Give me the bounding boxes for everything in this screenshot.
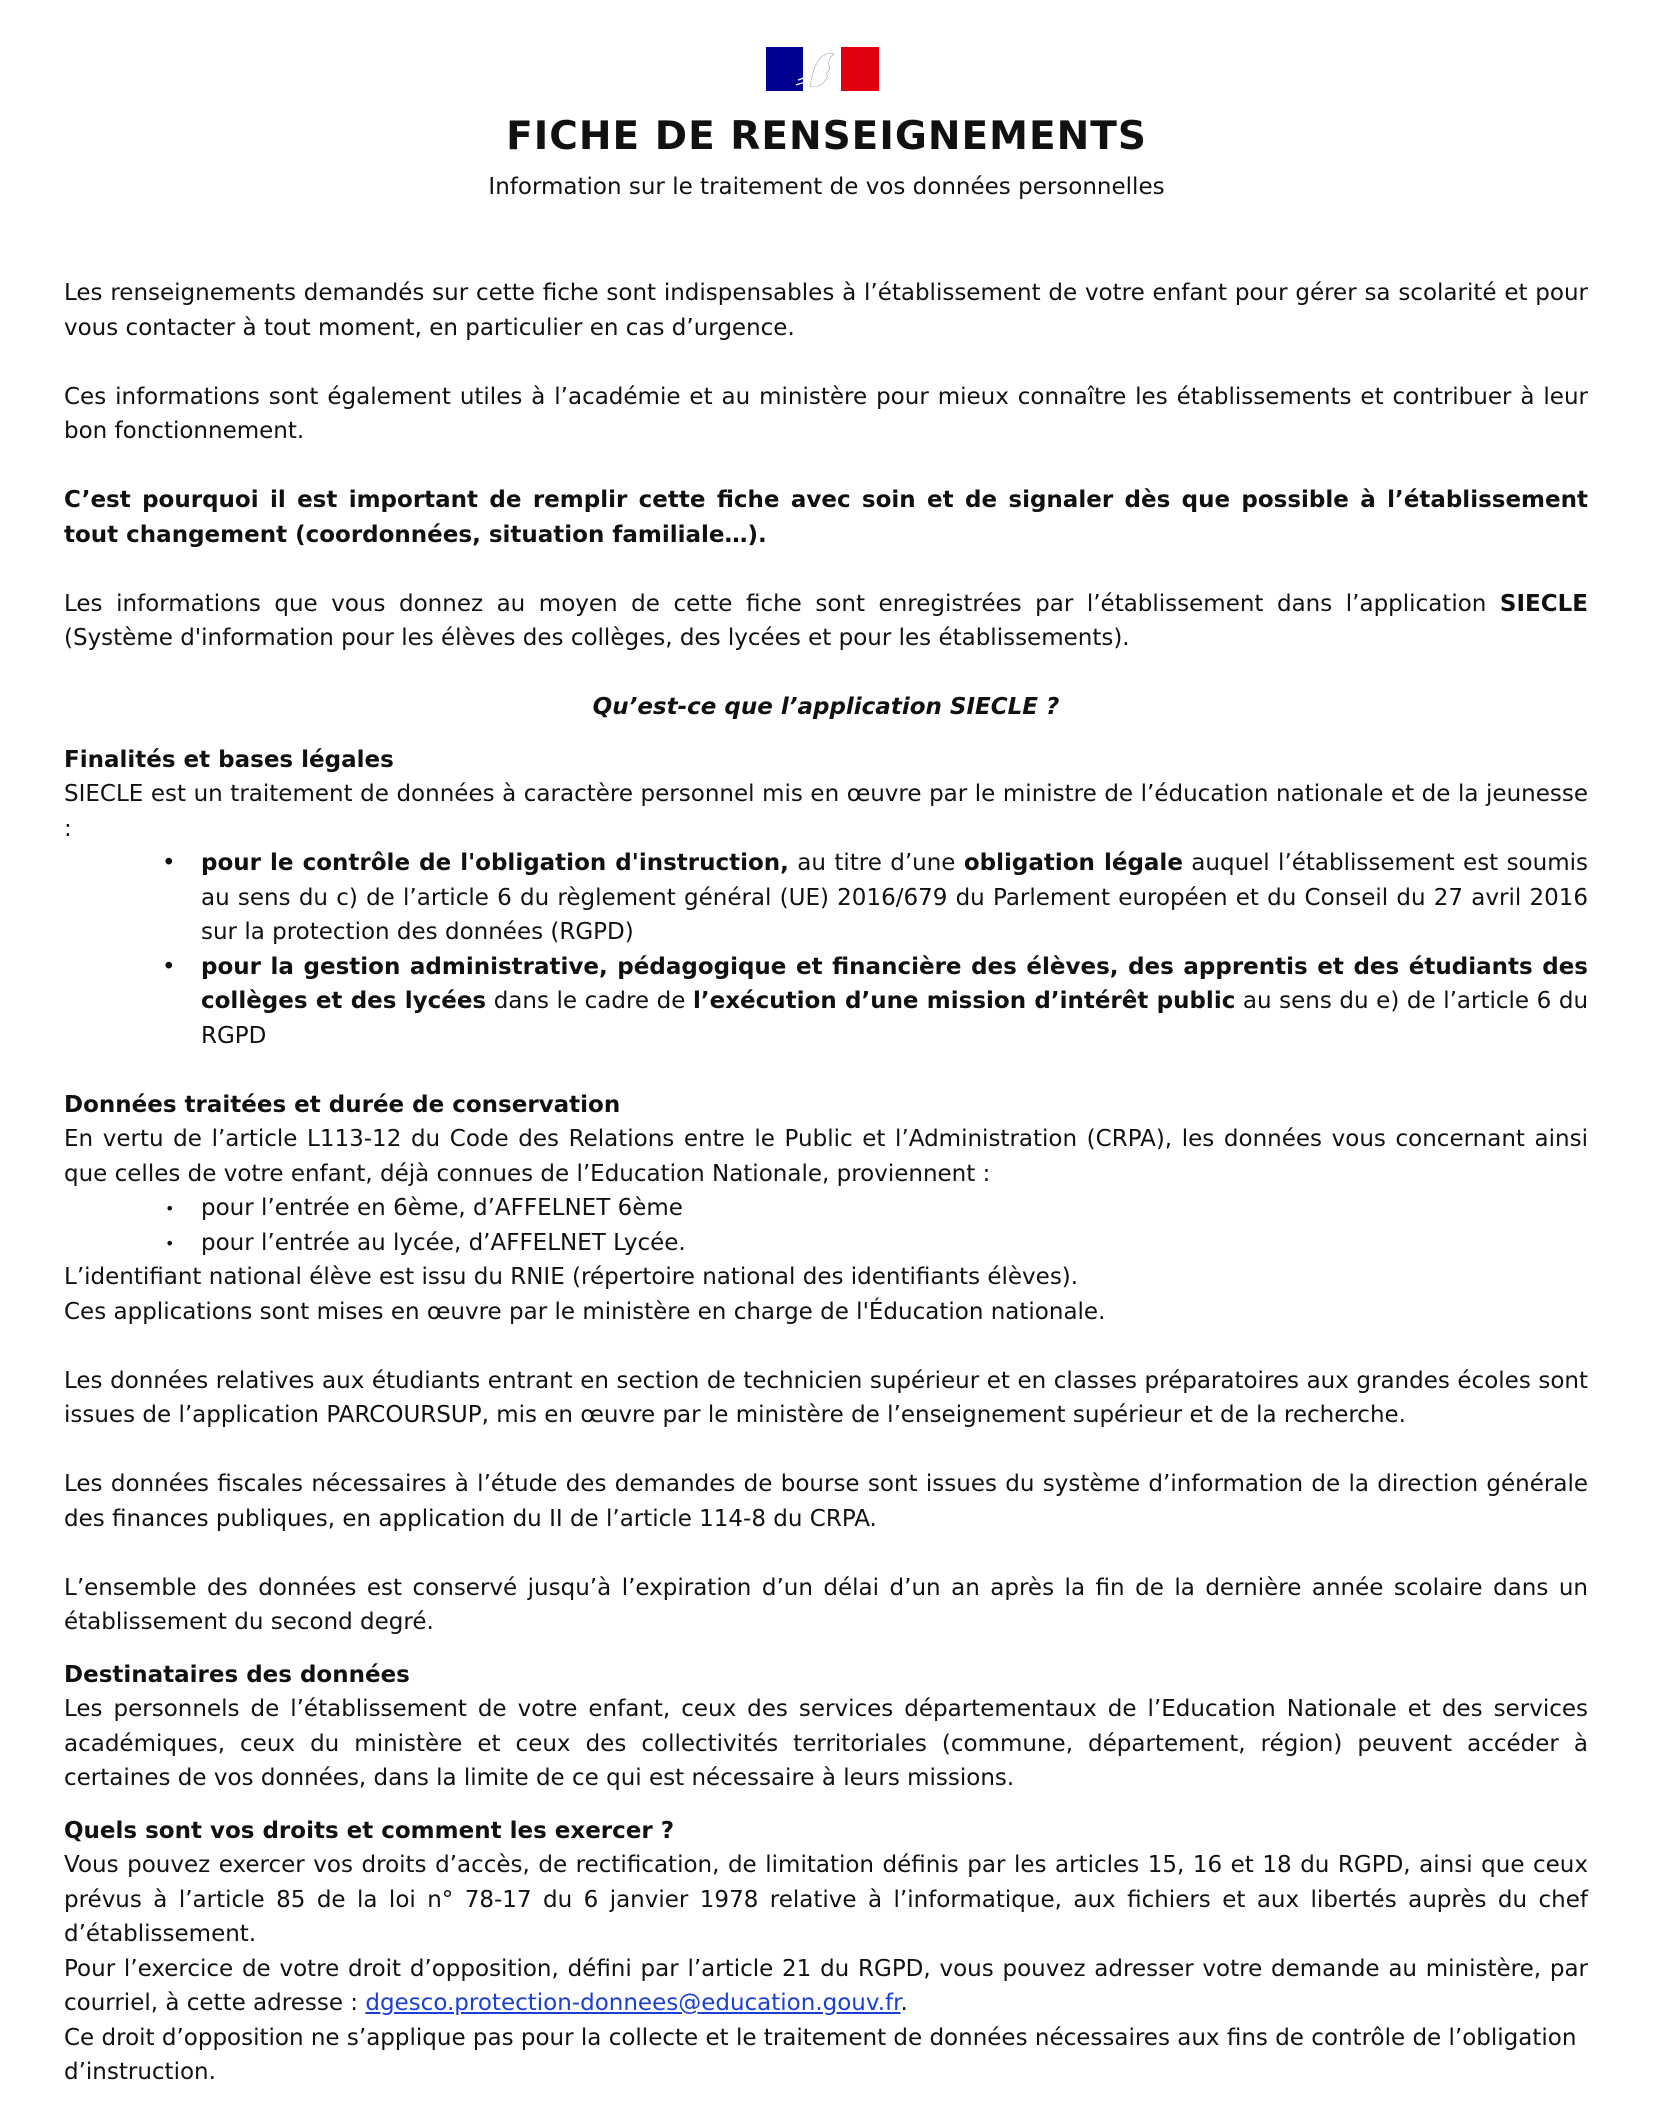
list-item: • pour la gestion administrative, pédagogique et financière des élèves, des apprentis et des étudiants des collèges et des lycées dans le cadre de l’exécution d’une mission d’intérêt public au sens du e) de l’article 6 du RGPD <box>64 950 1588 1054</box>
section-heading-donnees: Données traitées et durée de conservation <box>64 1091 621 1118</box>
list-item: • pour l’entrée au lycée, d’AFFELNET Lycée. <box>64 1226 1588 1261</box>
fiscales-paragraph: Les données fiscales nécessaires à l’étude des demandes de bourse sont issues du système d’information de la direction générale des finances publiques, en application du II de l’article 114-8 du CRPA. <box>64 1471 1588 1532</box>
parcoursup-paragraph: Les données relatives aux étudiants entrant en section de technicien supérieur et en classes préparatoires aux grandes écoles sont issues de l’application PARCOURSUP, mis en œuvre par le ministère de l’enseignement supérieur et de la recherche. <box>64 1367 1588 1428</box>
page-subtitle: Information sur le traitement de vos données personnelles <box>488 174 1165 200</box>
republique-francaise-marianne-logo <box>766 47 879 91</box>
list-item: • pour le contrôle de l'obligation d'instruction, au titre d’une obligation légale auquel l’établissement est soumis au sens du c) de l’article 6 du règlement général (UE) 2016/679 du Parlement européen et du Conseil du 27 avril 2016 sur la protection des données (RGPD) <box>64 846 1588 950</box>
siecle-paragraph: Les informations que vous donnez au moyen de cette fiche sont enregistrées par l’établissement dans l’application SIECLE (Système d'information pour les élèves des collèges, des lycées et pour les établissements). <box>64 590 1588 651</box>
intro-paragraph: Les renseignements demandés sur cette fiche sont indispensables à l’établissement de votre enfant pour gérer sa scolarité et pour vous contacter à tout moment, en particulier en cas d’urgence. <box>64 280 1588 341</box>
applications-line: Ces applications sont mises en œuvre par le ministère en charge de l'Éducation nationale. <box>64 1298 1106 1325</box>
important-notice: C’est pourquoi il est important de remplir cette fiche avec soin et de signaler dès que possible à l’établissement tout changement (coordonnées, situation familiale…). <box>64 487 1588 548</box>
email-link[interactable]: dgesco.protection-donnees@education.gouv.fr <box>365 1990 901 2016</box>
document-body <box>64 276 1588 2090</box>
donnees-list <box>64 1191 1588 1260</box>
section-heading-droits: Quels sont vos droits et comment les exercer ? <box>64 1817 675 1844</box>
section-heading-destinataires: Destinataires des données <box>64 1661 410 1688</box>
opposition-exception-text: Ce droit d’opposition ne s’applique pas pour la collecte et le traitement de données nécessaires aux fins de contrôle de l’obligation d’instruction. <box>64 2024 1577 2085</box>
destinataires-text: Les personnels de l’établissement de votre enfant, ceux des services départementaux de l’Education Nationale et des services académiques, ceux du ministère et ceux des collectivités territoriales (commune, département, région) peuvent accéder à certaines de vos données, dans la limite de ce qui est nécessaire à leurs missions. <box>64 1696 1588 1791</box>
opposition-text: Pour l’exercice de votre droit d’opposition, défini par l’article 21 du RGPD, vous pouvez adresser votre demande au ministère, par courriel, à cette adresse : dgesco.protection-donnees@education.gouv.fr. <box>64 1955 1588 2016</box>
droits-text: Vous pouvez exercer vos droits d’accès, de rectification, de limitation définis par les articles 15, 16 et 18 du RGPD, ainsi que ceux prévus à l’article 85 de la loi n° 78-17 du 6 janvier 1978 relative à l’informatique, aux fichiers et aux libertés auprès du chef d’établissement. <box>64 1852 1588 1947</box>
page-title: FICHE DE RENSEIGNEMENTS <box>506 114 1147 159</box>
siecle-question: Qu’est-ce que l’application SIECLE ? <box>592 694 1060 720</box>
finalites-list <box>64 846 1588 1053</box>
donnees-text: En vertu de l’article L113-12 du Code des Relations entre le Public et l’Administration (CRPA), les données vous concernant ainsi que celles de votre enfant, déjà connues de l’Education Nationale, proviennent : <box>64 1126 1588 1187</box>
list-item: • pour l’entrée en 6ème, d’AFFELNET 6ème <box>64 1191 1588 1226</box>
section-heading-finalites: Finalités et bases légales <box>64 746 394 773</box>
finalites-text: SIECLE est un traitement de données à caractère personnel mis en œuvre par le ministre de l’éducation nationale et de la jeunesse : <box>64 781 1588 842</box>
rnie-line: L’identifiant national élève est issu du RNIE (répertoire national des identifiants élèves). <box>64 1264 1079 1290</box>
conservation-paragraph: L’ensemble des données est conservé jusqu’à l’expiration d’un délai d’un an après la fin de la dernière année scolaire dans un établissement du second degré. <box>64 1574 1588 1635</box>
intro-paragraph: Ces informations sont également utiles à l’académie et au ministère pour mieux connaître les établissements et contribuer à leur bon fonctionnement. <box>64 383 1588 444</box>
